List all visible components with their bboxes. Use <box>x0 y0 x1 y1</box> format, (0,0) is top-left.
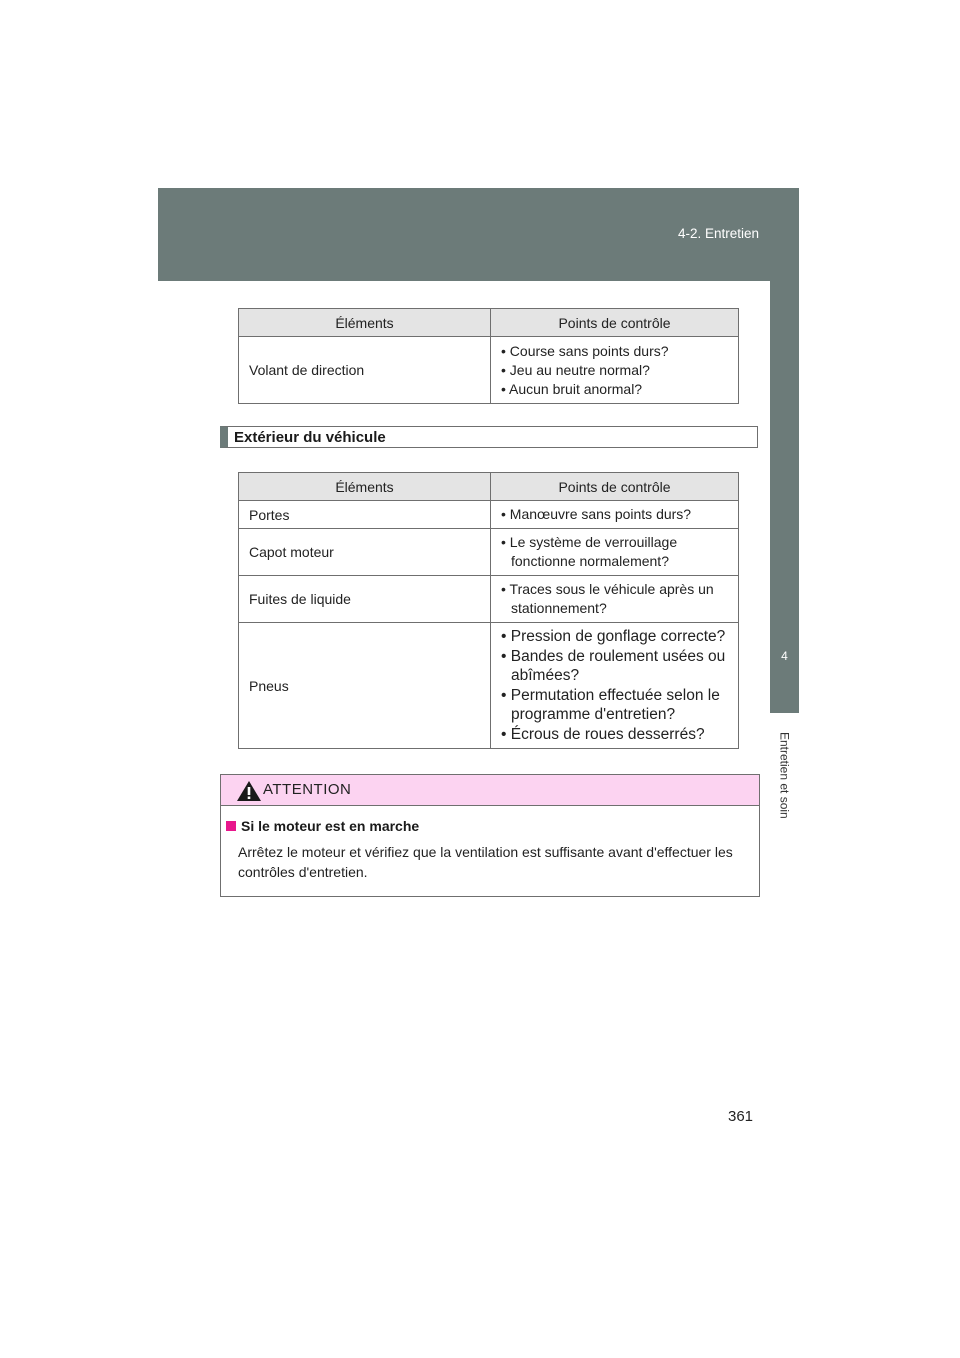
column-header-elements: Éléments <box>239 473 491 501</box>
warning-icon <box>236 780 262 802</box>
column-header-checkpoints: Points de contrôle <box>491 473 739 501</box>
section-heading: Extérieur du véhicule <box>220 426 758 448</box>
chapter-label <box>770 720 799 830</box>
row-checkpoints <box>491 337 739 404</box>
row-element: Capot moteur <box>239 529 491 576</box>
section-title: 4-2. Entretien <box>677 226 759 241</box>
list-item: • Jeu au neutre normal? <box>501 361 650 378</box>
attention-text: Arrêtez le moteur et vérifiez que la ventilation est suffisante avant d'effectuer les contrôles d'entretien. <box>238 844 733 880</box>
list-item: • Manœuvre sans points durs? <box>501 506 692 522</box>
chapter-number: 4 <box>781 649 788 663</box>
row-checkpoints <box>491 529 739 576</box>
table-row <box>239 337 739 404</box>
checkpoint-list <box>501 505 732 524</box>
column-header-elements: Éléments <box>239 309 491 337</box>
chapter-label-text: Entretien et soin <box>777 731 792 819</box>
table-row <box>239 501 739 529</box>
row-checkpoints <box>491 576 739 623</box>
list-item: • Pression de gonflage correcte? <box>501 628 726 645</box>
row-element: Fuites de liquide <box>239 576 491 623</box>
list-item: • Bandes de roulement usées ou abîmées? <box>501 647 726 684</box>
page-number: 361 <box>728 1108 754 1125</box>
row-element: Pneus <box>239 623 491 749</box>
list-item: • Écrous de roues desserrés? <box>501 725 705 743</box>
list-item: • Course sans points durs? <box>501 342 669 359</box>
attention-box <box>220 774 760 897</box>
list-item: • Traces sous le véhicule après un stationnement? <box>501 581 714 616</box>
attention-header <box>221 775 759 806</box>
checkpoint-list <box>501 533 732 571</box>
list-item: • Aucun bruit anormal? <box>501 380 643 397</box>
attention-subtitle-text: Si le moteur est en marche <box>241 818 420 834</box>
checkpoint-list <box>501 342 732 399</box>
row-checkpoints <box>491 501 739 529</box>
list-item: • Le système de verrouillage fonctionne normalement? <box>501 534 678 569</box>
steering-table <box>238 308 739 404</box>
checkpoint-list <box>501 627 732 744</box>
row-element: Portes <box>239 501 491 529</box>
exterior-table <box>238 472 739 749</box>
list-item: • Permutation effectuée selon le programme d'entretien? <box>501 686 720 723</box>
table-row <box>239 576 739 623</box>
header-band <box>158 188 799 281</box>
attention-subtitle <box>226 818 419 834</box>
square-bullet-icon <box>226 821 236 831</box>
checkpoint-list <box>501 580 732 618</box>
chapter-tab <box>770 281 799 713</box>
attention-title: ATTENTION <box>263 781 352 798</box>
table-row <box>239 529 739 576</box>
row-element: Volant de direction <box>239 337 491 404</box>
column-header-checkpoints: Points de contrôle <box>491 309 739 337</box>
row-checkpoints <box>491 623 739 749</box>
table-row <box>239 623 739 749</box>
